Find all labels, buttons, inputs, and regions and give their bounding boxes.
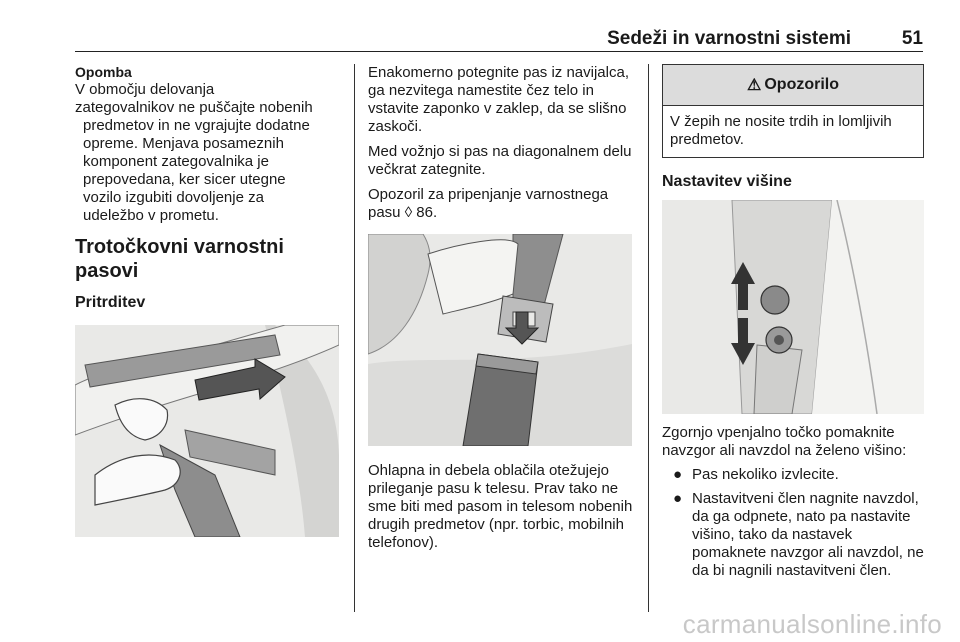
section-title: Sedeži in varnostni sistemi	[607, 28, 851, 49]
column-3	[662, 64, 924, 586]
note-line: komponent zategovalnika je	[83, 153, 269, 170]
note-line: udeležbo v prometu.	[83, 207, 219, 224]
page-number: 51	[901, 28, 923, 49]
figure-fastening-belt	[75, 325, 339, 537]
column-2	[368, 64, 634, 552]
warning-box	[662, 64, 924, 158]
warning-body	[663, 106, 923, 157]
fastening-illustration	[75, 325, 339, 537]
buckle-illustration	[368, 234, 632, 446]
paragraph: Ohlapna in debela oblačila otežujejo prileganje pasu k telesu. Prav tako ne sme biti med pasom in telesom nobenih drugih predmetov (npr. torbic, mobilnih telefonov).	[368, 462, 633, 551]
section-heading-line-1: Trotočkovni varnostni	[75, 236, 284, 258]
paragraph: Opozoril za pripenjanje varnostnega pasu ◊ 86.	[368, 186, 609, 221]
note-title: Opomba	[75, 64, 132, 80]
paragraph: Enakomerno potegnite pas iz navijalca, ga nezvitega namestite čez telo in vstavite zaponko v zaklep, da se slišno zaskoči.	[368, 64, 629, 135]
height-adjuster-illustration	[662, 200, 924, 414]
warning-text: V žepih ne nosite trdih in lomljivih predmetov.	[670, 113, 892, 148]
column-separator-1	[354, 64, 355, 612]
subheading: Pritrditev	[75, 294, 146, 311]
bullet-dot-icon: ●	[673, 466, 683, 483]
warning-header	[663, 65, 923, 106]
bullet-dot-icon: ●	[673, 490, 683, 507]
subheading: Nastavitev višine	[662, 173, 792, 190]
instructions-list	[662, 466, 924, 580]
section-heading	[75, 235, 343, 283]
warning-icon: ⚠	[747, 77, 762, 94]
paragraph: Zgornjo vpenjalno točko pomaknite navzgor ali navzdol na želeno višino:	[662, 424, 907, 459]
note-line: prepovedana, ker sicer utegne	[83, 171, 286, 188]
note-line: vozilo izgubiti dovoljenje za	[83, 189, 264, 206]
list-item-text: Pas nekoliko izvlecite.	[692, 466, 839, 483]
list-item	[662, 466, 924, 484]
figure-height-adjuster	[662, 200, 924, 414]
warning-title: Opozorilo	[764, 76, 839, 93]
figure-buckle-latch	[368, 234, 632, 446]
list-item-text: Nastavitveni člen nagnite navzdol, da ga odpnete, nato pa nastavite višino, tako da nastavek pomaknete navzgor ali navzdol, ne da bi nagnili nastavitveni člen.	[692, 490, 924, 579]
note-line: V območju delovanja	[75, 81, 215, 98]
section-heading-line-2: pasovi	[75, 260, 139, 282]
note-line: predmetov in ne vgrajujte dodatne	[83, 117, 310, 134]
note-line: opreme. Menjava posameznih	[83, 135, 284, 152]
header-rule	[75, 51, 923, 52]
page-header	[75, 26, 923, 52]
column-1	[75, 64, 343, 537]
list-item	[662, 490, 924, 580]
note-line: zategovalnikov ne puščajte nobenih	[75, 99, 313, 116]
column-separator-2	[648, 64, 649, 612]
watermark: carmanualsonline.info	[682, 609, 942, 639]
paragraph: Med vožnjo si pas na diagonalnem delu večkrat zategnite.	[368, 143, 632, 178]
